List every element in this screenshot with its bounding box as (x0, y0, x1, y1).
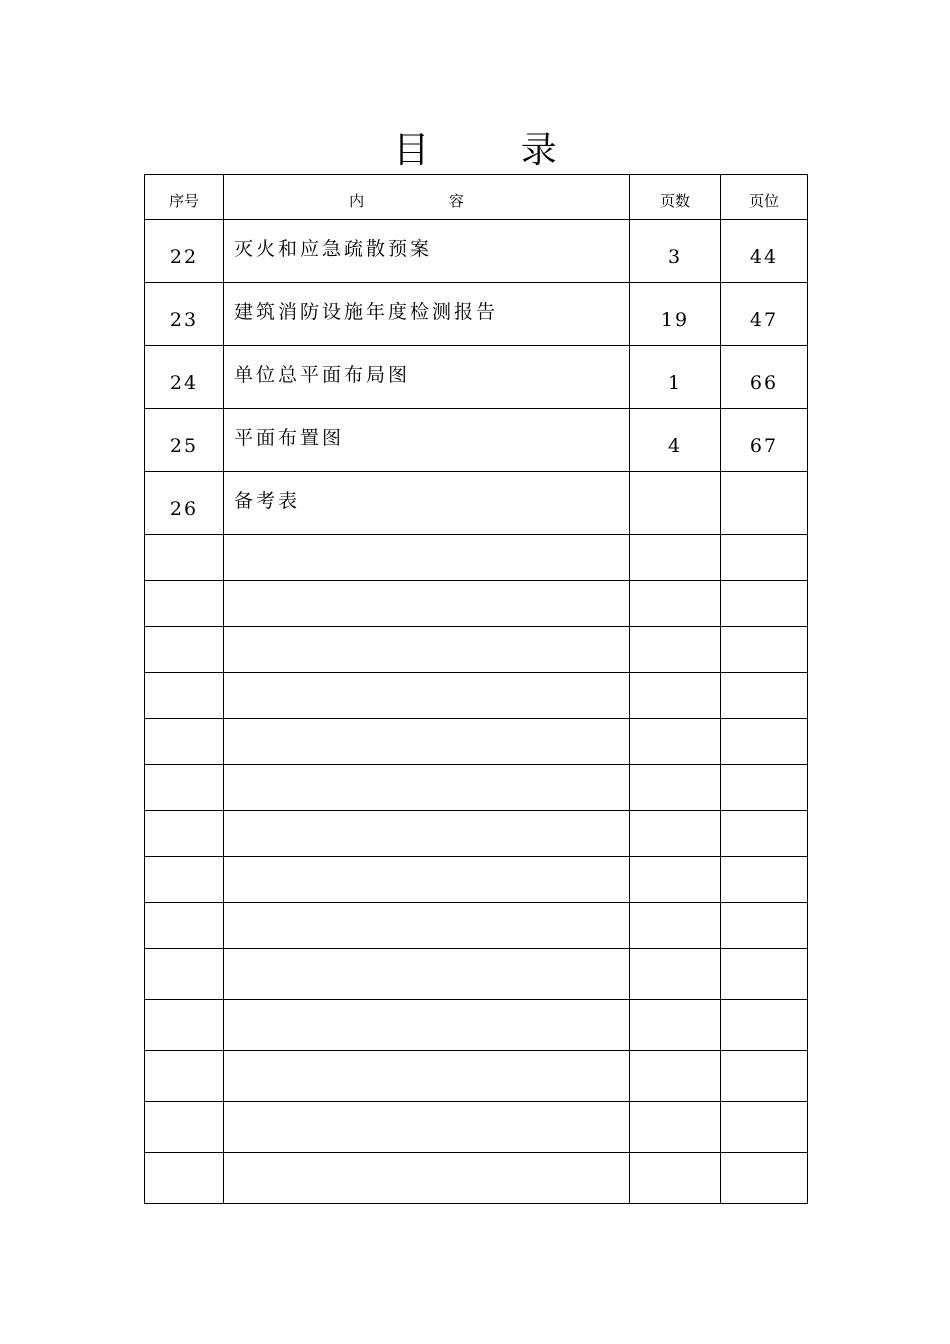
row-content: 单位总平面布局图 (224, 346, 630, 409)
row-content (224, 581, 630, 627)
row-content (224, 765, 630, 811)
row-pages: 19 (630, 283, 721, 346)
table-row-empty (145, 719, 808, 765)
table-row-empty (145, 673, 808, 719)
row-no (145, 903, 224, 949)
row-pages (630, 581, 721, 627)
row-content: 建筑消防设施年度检测报告 (224, 283, 630, 346)
row-no: 26 (145, 472, 224, 535)
header-pages: 页数 (630, 175, 721, 220)
row-position (721, 903, 808, 949)
row-content (224, 1000, 630, 1051)
row-pages: 1 (630, 346, 721, 409)
table-row-empty (145, 535, 808, 581)
row-content (224, 1051, 630, 1102)
row-content (224, 673, 630, 719)
row-no (145, 1000, 224, 1051)
row-no (145, 765, 224, 811)
row-pages (630, 1102, 721, 1153)
row-position (721, 719, 808, 765)
row-no (145, 719, 224, 765)
row-no (145, 1102, 224, 1153)
table-row-empty (145, 1000, 808, 1051)
row-position: 67 (721, 409, 808, 472)
header-no: 序号 (145, 175, 224, 220)
row-position (721, 627, 808, 673)
row-content (224, 857, 630, 903)
row-content (224, 903, 630, 949)
row-no (145, 1051, 224, 1102)
row-no: 22 (145, 220, 224, 283)
row-position (721, 673, 808, 719)
row-content (224, 1153, 630, 1204)
row-pages: 4 (630, 409, 721, 472)
row-position (721, 1153, 808, 1204)
table-row (145, 220, 808, 283)
row-content: 备考表 (224, 472, 630, 535)
row-position (721, 1000, 808, 1051)
table-row-empty (145, 1051, 808, 1102)
row-position (721, 949, 808, 1000)
row-pages (630, 765, 721, 811)
row-no (145, 857, 224, 903)
row-position (721, 1102, 808, 1153)
row-position (721, 811, 808, 857)
blank-rows (145, 535, 808, 1204)
header-position: 页位 (721, 175, 808, 220)
table-of-contents (144, 174, 808, 1204)
row-position: 66 (721, 346, 808, 409)
row-pages (630, 811, 721, 857)
row-pages (630, 719, 721, 765)
row-pages (630, 903, 721, 949)
page-title: 目 录 (393, 130, 597, 171)
row-no (145, 627, 224, 673)
table-row-empty (145, 811, 808, 857)
row-no: 24 (145, 346, 224, 409)
row-position (721, 581, 808, 627)
table-row (145, 409, 808, 472)
header-content: 内 容 (224, 175, 630, 220)
row-pages (630, 673, 721, 719)
row-content (224, 719, 630, 765)
table-header-row (145, 175, 808, 220)
row-no: 23 (145, 283, 224, 346)
table-row (145, 283, 808, 346)
row-pages: 3 (630, 220, 721, 283)
row-content (224, 535, 630, 581)
row-content (224, 627, 630, 673)
row-content (224, 1102, 630, 1153)
row-position: 47 (721, 283, 808, 346)
row-content (224, 949, 630, 1000)
table-row-empty (145, 949, 808, 1000)
row-no: 25 (145, 409, 224, 472)
row-pages (630, 949, 721, 1000)
row-no (145, 1153, 224, 1204)
row-pages (630, 535, 721, 581)
table-row-empty (145, 627, 808, 673)
row-position: 44 (721, 220, 808, 283)
table-row-empty (145, 1153, 808, 1204)
row-pages (630, 1000, 721, 1051)
row-no (145, 949, 224, 1000)
row-position (721, 535, 808, 581)
row-no (145, 581, 224, 627)
row-content (224, 811, 630, 857)
table-row-empty (145, 857, 808, 903)
row-position (721, 765, 808, 811)
row-position (721, 1051, 808, 1102)
row-content: 平面布置图 (224, 409, 630, 472)
row-position (721, 472, 808, 535)
row-position (721, 857, 808, 903)
row-no (145, 811, 224, 857)
row-pages (630, 627, 721, 673)
row-pages (630, 472, 721, 535)
row-no (145, 535, 224, 581)
row-no (145, 673, 224, 719)
row-pages (630, 1051, 721, 1102)
table-row-empty (145, 903, 808, 949)
table-row-empty (145, 581, 808, 627)
table-row (145, 346, 808, 409)
row-pages (630, 1153, 721, 1204)
table-row-empty (145, 1102, 808, 1153)
row-pages (630, 857, 721, 903)
table-row-empty (145, 765, 808, 811)
row-content: 灭火和应急疏散预案 (224, 220, 630, 283)
table-row (145, 472, 808, 535)
